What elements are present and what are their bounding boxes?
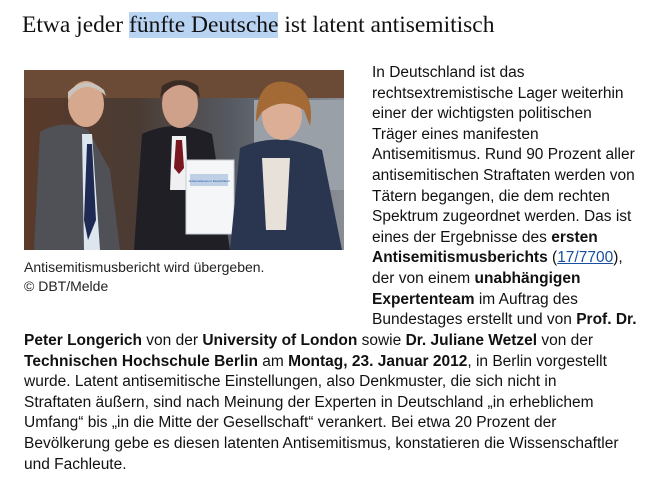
body-text: Tätern begangen, die dem rechten (372, 187, 610, 205)
caption-credit: © DBT/Melde (24, 278, 109, 294)
body-bold-text: Expertenteam (372, 290, 475, 308)
body-line (24, 455, 619, 476)
body-line (24, 352, 619, 373)
body-text: Bundestages erstellt und von (372, 311, 577, 329)
body-line (372, 104, 637, 125)
body-text: ( (547, 249, 558, 267)
body-bold-text: Technischen Hochschule Berlin (24, 352, 258, 370)
body-line (372, 290, 637, 311)
body-text: Träger eines manifesten (372, 125, 539, 143)
body-line (24, 413, 619, 434)
body-text: Umfang“ bis „in die Mitte der Gesellschaft“ verankert. Bei etwa 20 Prozent der (24, 414, 557, 432)
body-text: Bevölkerung gebe es diesen latenten Antisemitismus, konstatieren die Wissenschaftler (24, 434, 619, 452)
body-line (24, 372, 619, 393)
body-text: und Fachleute. (24, 455, 127, 473)
body-text: von der (142, 332, 203, 349)
body-line (24, 393, 619, 414)
body-text: wurde. Latent antisemitische Einstellungen, also Denkmuster, die sich nicht in (24, 373, 557, 391)
body-bold-text: unabhängigen (474, 269, 581, 287)
body-line (372, 310, 637, 331)
article-photo (24, 70, 344, 250)
body-line (372, 248, 637, 269)
body-text: von der (537, 332, 594, 349)
body-text: In Deutschland ist das (372, 64, 525, 81)
body-bold-text: Peter Longerich (24, 332, 142, 349)
body-bold-text: Dr. Juliane Wetzel (405, 332, 538, 349)
body-text: im Auftrag des (474, 290, 578, 308)
article-body-right-column (372, 63, 637, 331)
body-line (372, 145, 637, 166)
body-text: einer der wichtigsten politischen (372, 105, 592, 123)
headline-highlighted-selection[interactable]: fünfte Deutsche (129, 12, 279, 38)
body-line (372, 84, 637, 105)
body-line (372, 166, 637, 187)
body-bold-text: Prof. Dr. (576, 311, 637, 329)
article-headline (22, 10, 495, 40)
caption-text: Antisemitismusbericht wird übergeben. (24, 259, 265, 275)
body-text: eines der Ergebnisse des (372, 228, 552, 246)
headline-start: Etwa jeder (22, 12, 130, 38)
body-text: , in Berlin vorgestellt (467, 352, 607, 370)
body-text: sowie (357, 332, 406, 349)
article-body-full-width (24, 331, 619, 475)
body-text: Straftaten äußern, sind nach Meinung der Experten in Deutschland „in erheblichem (24, 393, 594, 411)
body-text: am (258, 352, 289, 370)
body-line (24, 331, 619, 352)
body-line (372, 228, 637, 249)
body-line (372, 63, 637, 84)
body-bold-text: University of London (202, 332, 358, 349)
body-bold-text: ersten (551, 228, 598, 246)
body-bold-text: Antisemitismusberichts (372, 249, 548, 267)
report-cover-title: Antisemitismus in Deutschland (188, 179, 230, 183)
body-line (372, 269, 637, 290)
body-text: rechtsextremistische Lager weiterhin (372, 84, 624, 102)
body-line (372, 207, 637, 228)
headline-end: ist latent antisemitisch (278, 12, 495, 38)
photo-illustration (24, 70, 344, 250)
body-text: Spektrum zugeordnet werden. Das ist (372, 208, 632, 226)
body-line (372, 125, 637, 146)
body-bold-text: Montag, 23. Januar 2012 (288, 352, 468, 370)
body-text: antisemitischen Straftaten werden von (372, 166, 635, 184)
body-text: ), (613, 249, 623, 267)
body-text: der von einem (372, 269, 475, 287)
body-text: Antisemitismus. Rund 90 Prozent aller (372, 146, 635, 164)
photo-caption (24, 258, 354, 296)
drucksache-link[interactable]: 17/7700 (557, 249, 614, 267)
body-line (372, 187, 637, 208)
body-line (24, 434, 619, 455)
